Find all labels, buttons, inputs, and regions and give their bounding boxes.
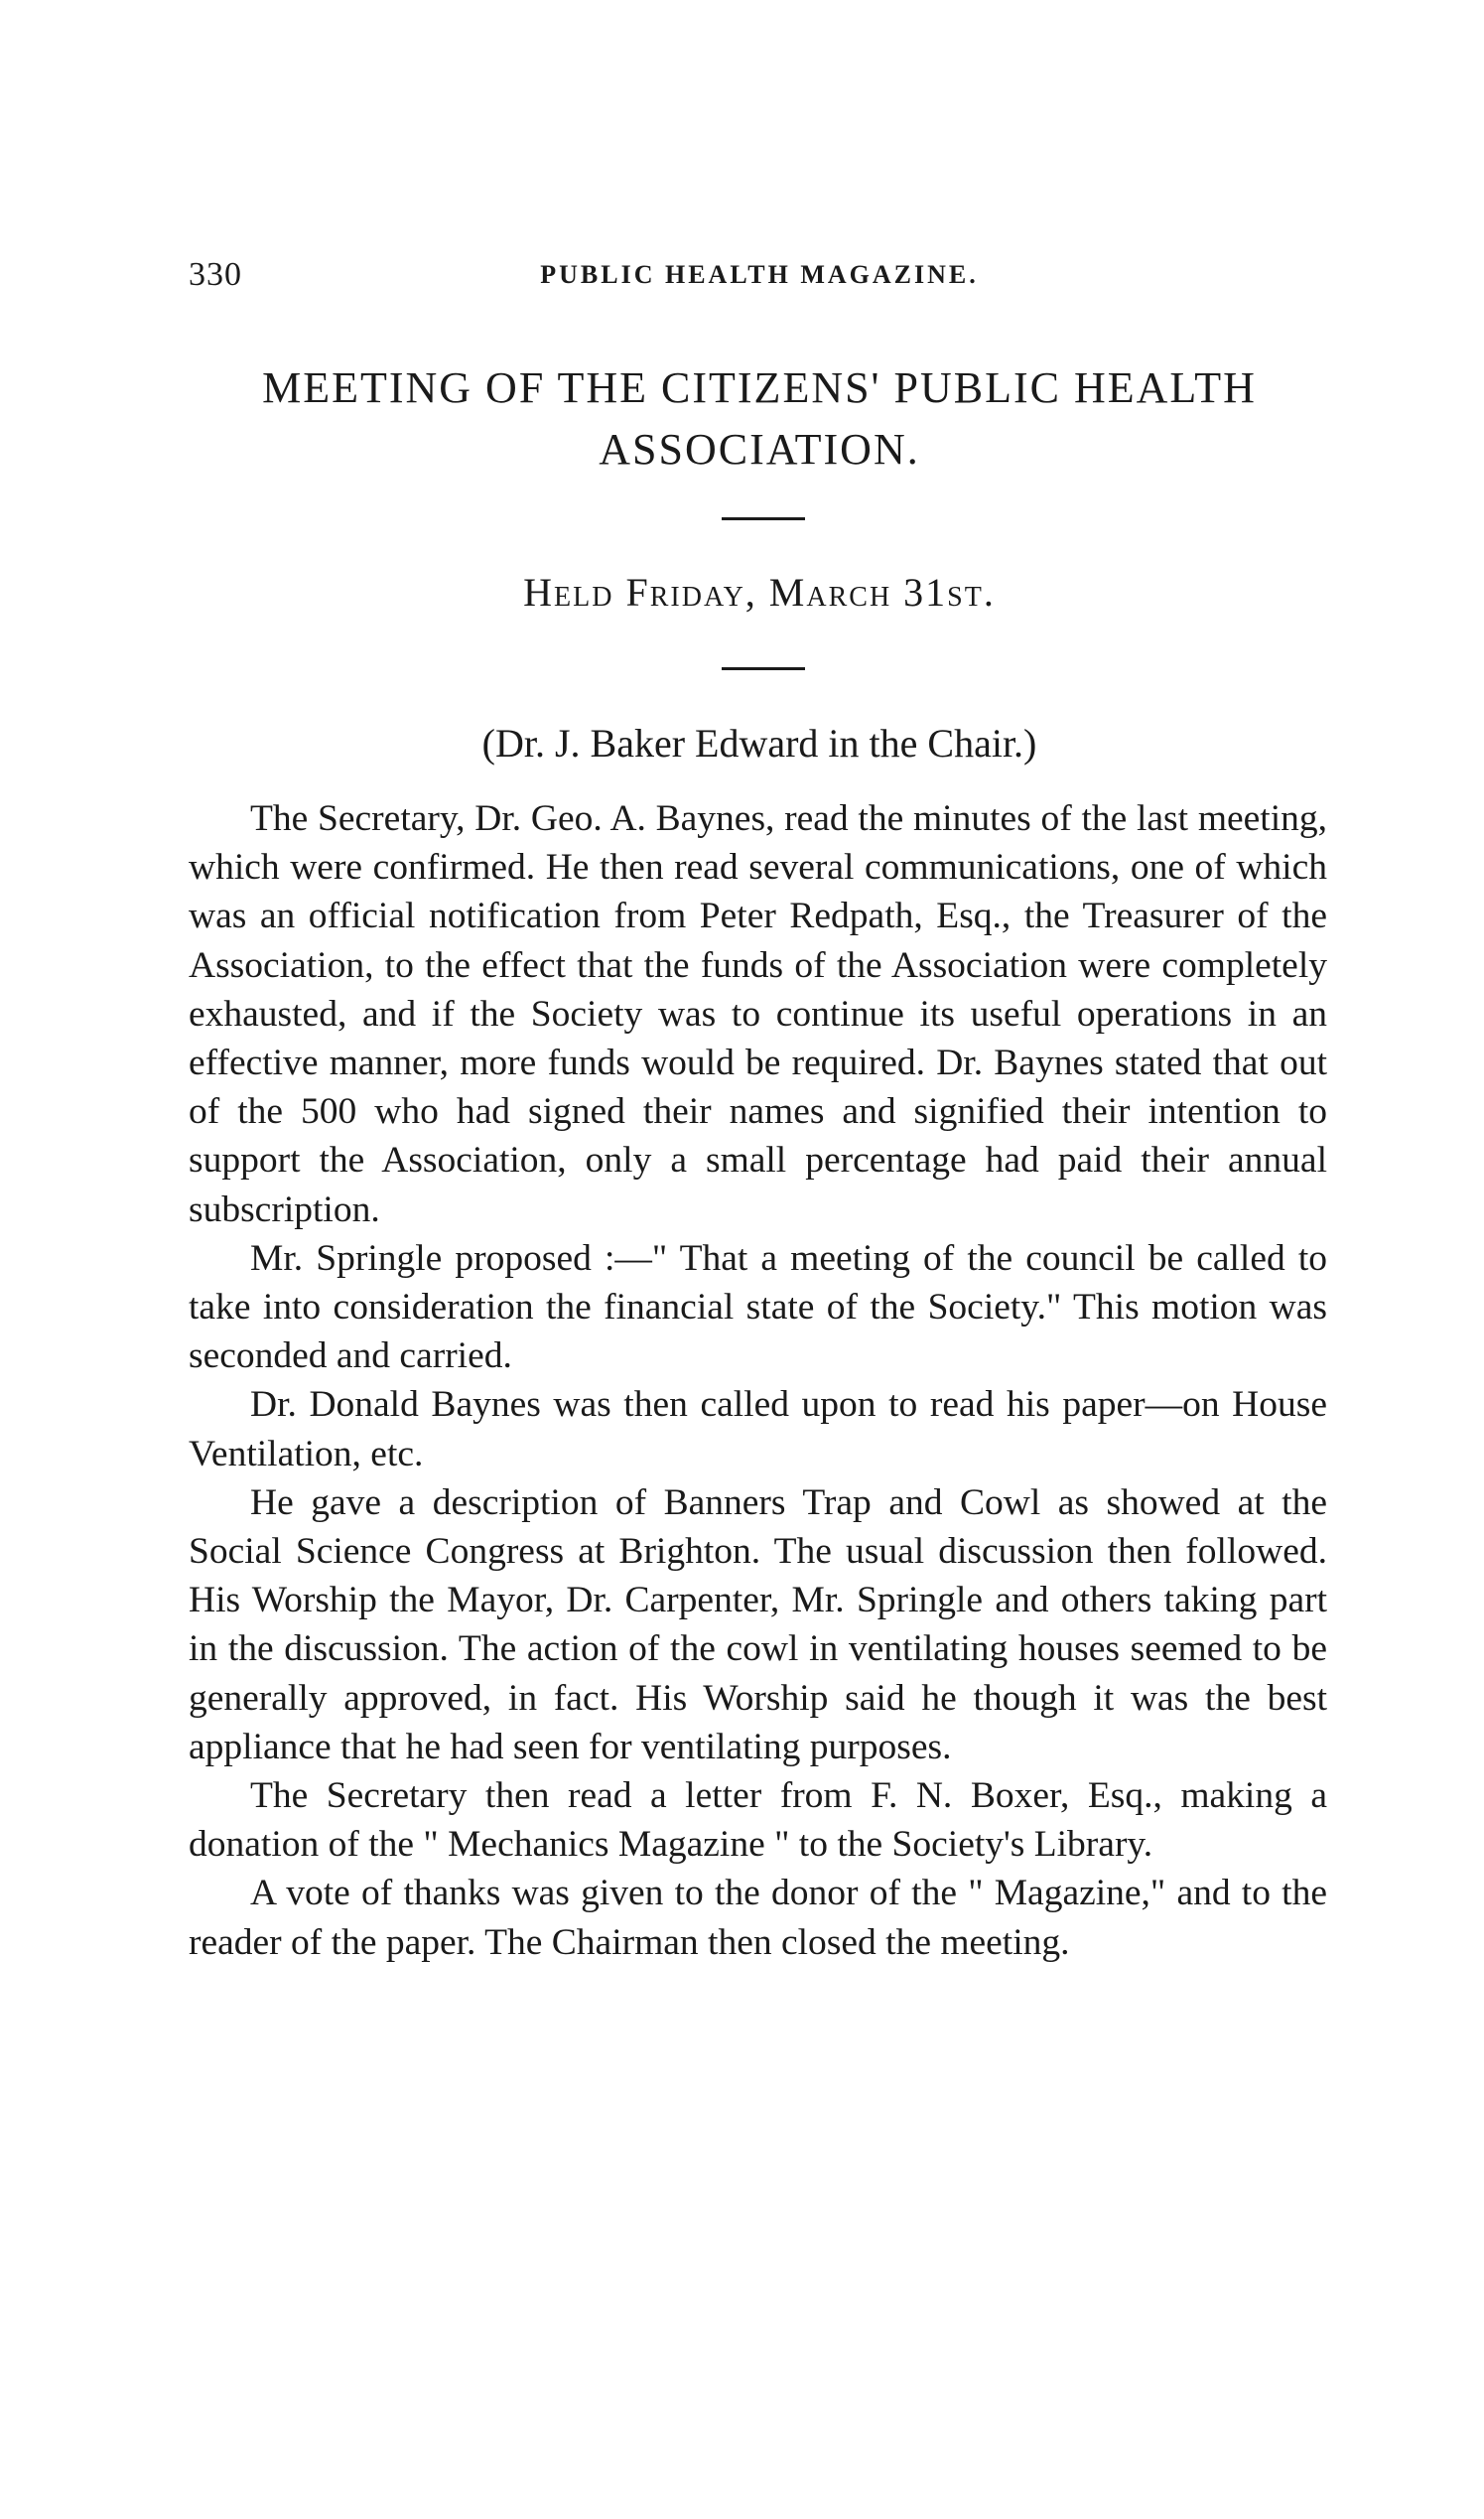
- meeting-date: Held Friday, March 31st.: [523, 570, 996, 615]
- paragraph: Mr. Springle proposed :—" That a meeting of the council be called to take into consideration the financial state of the Society." This motion was seconded and carried.: [189, 1237, 1327, 1377]
- paragraph: Dr. Donald Baynes was then called upon to read his paper—on House Ventilation, etc.: [189, 1384, 1327, 1474]
- title-divider: [722, 517, 805, 520]
- chair-note: (Dr. J. Baker Edward in the Chair.): [481, 721, 1037, 766]
- running-header: [189, 256, 1330, 296]
- paragraph: The Secretary, Dr. Geo. A. Baynes, read the minutes of the last meeting, which were confirmed. He then read several communications, one of which was an official notification from Peter Redpath, Esq., the Treasurer of the Association, to the effect that the funds of the Association were completely exhausted, and if the Society was to continue its useful operations in an effective manner, more funds would be required. Dr. Baynes stated that out of the 500 who had signed their names and signified their intention to support the Association, only a small percentage had paid their annual subscription.: [189, 798, 1327, 1230]
- paragraph: The Secretary then read a letter from F. N. Boxer, Esq., making a donation of the " Mechanics Magazine " to the Society's Library.: [189, 1775, 1327, 1866]
- page-number: 330: [189, 256, 242, 293]
- date-divider: [722, 667, 805, 670]
- article-title: MEETING OF THE CITIZENS' PUBLIC HEALTH ASSOCIATION.: [262, 363, 1257, 474]
- paragraph: A vote of thanks was given to the donor of the " Magazine," and to the reader of the paper. The Chairman then closed the meeting.: [189, 1873, 1327, 1963]
- article-body: [189, 794, 1327, 1967]
- paragraph: He gave a description of Banners Trap and Cowl as showed at the Social Science Congress at Brighton. The usual discussion then followed. His Worship the Mayor, Dr. Carpenter, Mr. Springle and others taking part in the discussion. The action of the cowl in ventilating houses seemed to be generally approved, in fact. His Worship said he though it was the best appliance that he had seen for ventilating purposes.: [189, 1481, 1327, 1767]
- running-title: PUBLIC HEALTH MAGAZINE.: [540, 260, 979, 289]
